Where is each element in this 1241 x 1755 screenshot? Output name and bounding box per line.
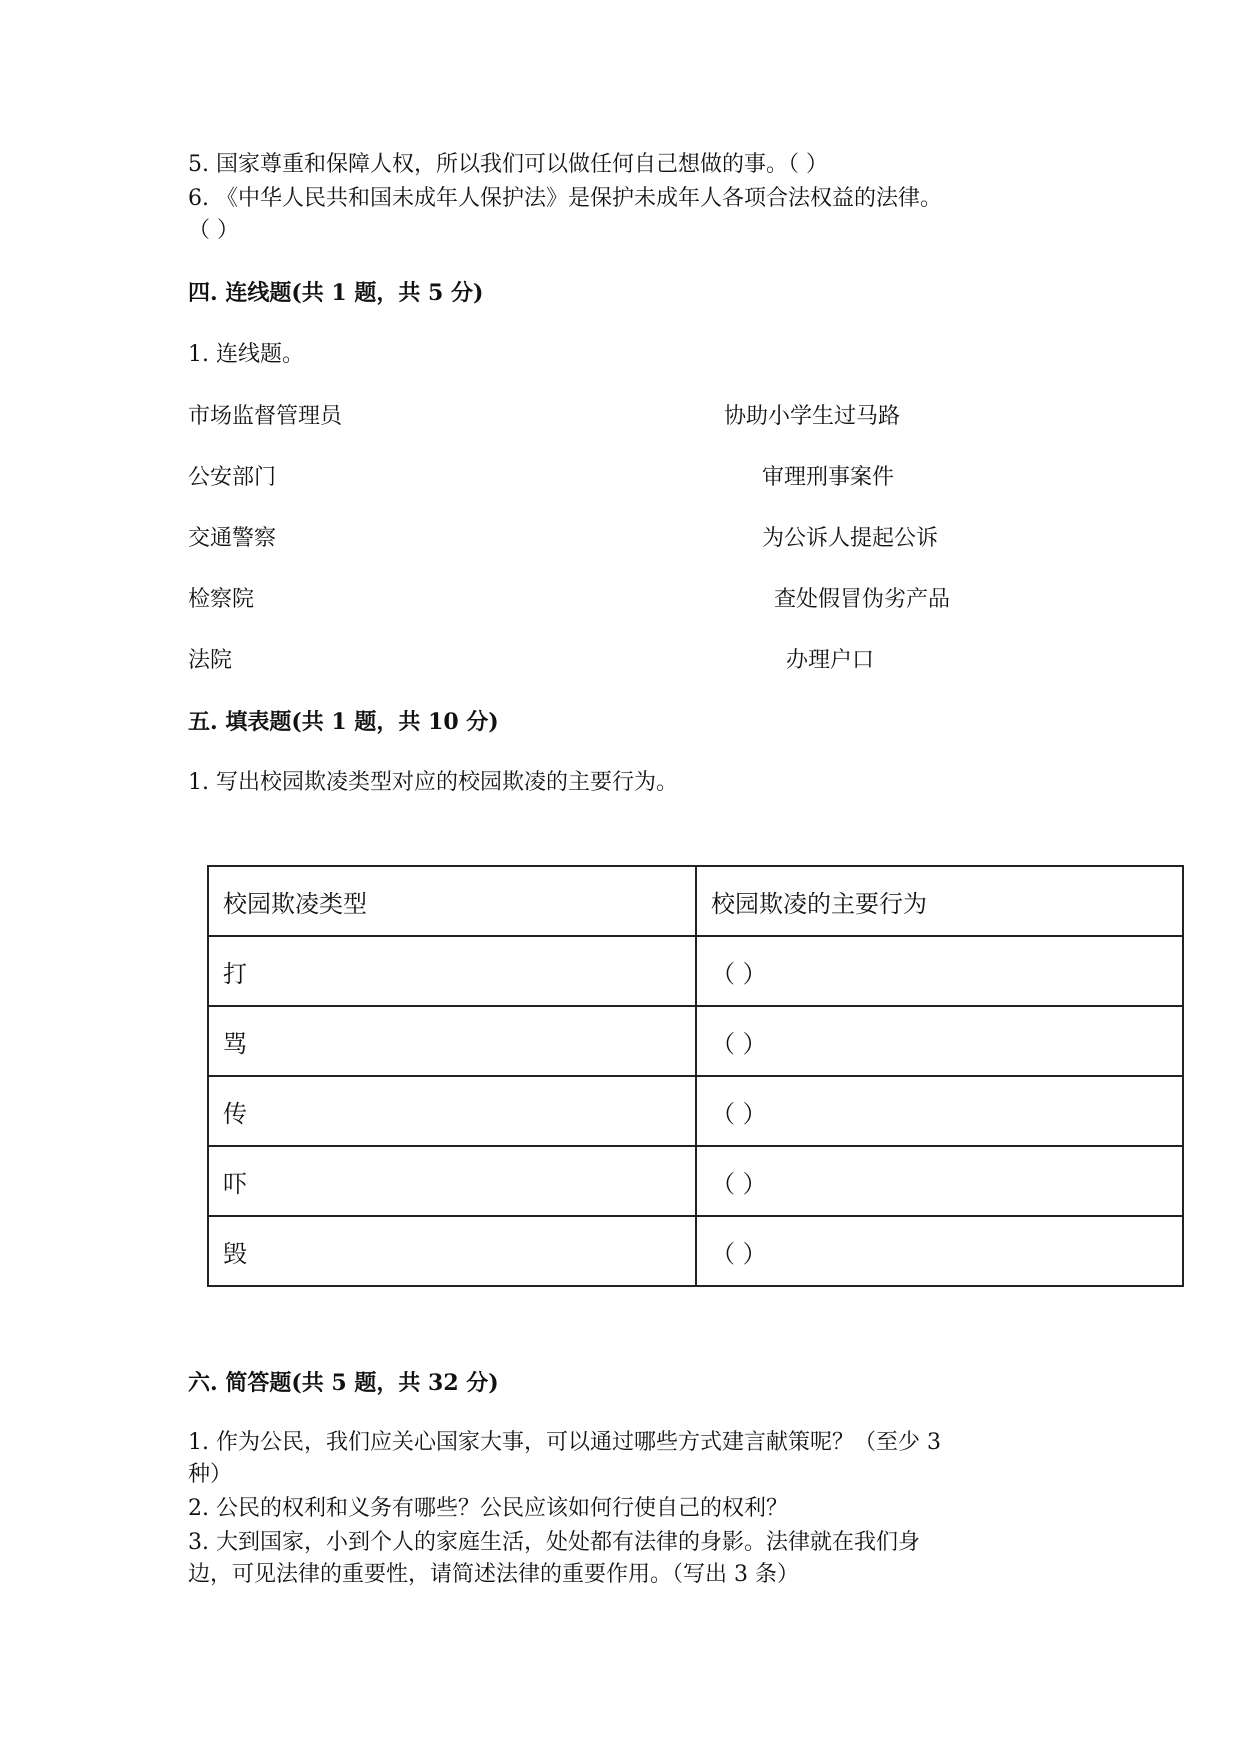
- matching-right-item: 办理户口: [786, 648, 875, 673]
- short-answer-question-2: 2. 公民的权利和义务有哪些？公民应该如何行使自己的权利？: [188, 1496, 788, 1521]
- table-cell-type: 吓: [208, 1146, 696, 1216]
- table-row: [208, 1216, 1183, 1286]
- table-row: [208, 1146, 1183, 1216]
- table-header-behavior: 校园欺凌的主要行为: [696, 866, 1183, 936]
- short-answer-question-3-cont: 边，可见法律的重要性，请简述法律的重要作用。（写出 3 条）: [188, 1562, 799, 1587]
- table-cell-type: 打: [208, 936, 696, 1006]
- table-cell-type: 骂: [208, 1006, 696, 1076]
- section-heading-fill-table: 五. 填表题(共 1 题，共 10 分): [188, 709, 499, 735]
- table-cell-answer-blank[interactable]: （ ）: [696, 1146, 1183, 1216]
- section-heading-matching: 四. 连线题(共 1 题，共 5 分): [188, 280, 484, 306]
- matching-question: 1. 连线题。: [188, 342, 304, 367]
- bullying-table: [207, 865, 1184, 1287]
- section-heading-short-answer: 六. 简答题(共 5 题，共 32 分): [188, 1370, 499, 1396]
- judge-question-5: 5. 国家尊重和保障人权，所以我们可以做任何自己想做的事。（ ）: [188, 152, 828, 177]
- judge-question-6-blank: （ ）: [188, 218, 239, 243]
- matching-left-item: 检察院: [188, 587, 255, 612]
- table-cell-answer-blank[interactable]: （ ）: [696, 936, 1183, 1006]
- matching-left-item: 公安部门: [188, 465, 277, 490]
- table-cell-answer-blank[interactable]: （ ）: [696, 1076, 1183, 1146]
- matching-left-item: 法院: [188, 648, 233, 673]
- table-row: [208, 1076, 1183, 1146]
- fill-table-question: 1. 写出校园欺凌类型对应的校园欺凌的主要行为。: [188, 770, 678, 795]
- table-row: [208, 1006, 1183, 1076]
- table-cell-answer-blank[interactable]: （ ）: [696, 1216, 1183, 1286]
- table-cell-type: 毁: [208, 1216, 696, 1286]
- matching-right-item: 查处假冒伪劣产品: [774, 587, 951, 612]
- matching-right-item: 审理刑事案件: [762, 465, 895, 490]
- judge-question-6: 6. 《中华人民共和国未成年人保护法》是保护未成年人各项合法权益的法律。: [188, 186, 942, 211]
- matching-right-item: 为公诉人提起公诉: [762, 526, 939, 551]
- table-header-type: 校园欺凌类型: [208, 866, 696, 936]
- matching-left-item: 市场监督管理员: [188, 404, 343, 429]
- table-header-row: [208, 866, 1183, 936]
- short-answer-question-1-cont: 种）: [188, 1462, 233, 1487]
- table-cell-answer-blank[interactable]: （ ）: [696, 1006, 1183, 1076]
- short-answer-question-1: 1. 作为公民，我们应关心国家大事，可以通过哪些方式建言献策呢？（至少 3: [188, 1430, 941, 1455]
- table-row: [208, 936, 1183, 1006]
- short-answer-question-3: 3. 大到国家，小到个人的家庭生活，处处都有法律的身影。法律就在我们身: [188, 1530, 920, 1555]
- table-cell-type: 传: [208, 1076, 696, 1146]
- matching-left-item: 交通警察: [188, 526, 277, 551]
- matching-right-item: 协助小学生过马路: [724, 404, 901, 429]
